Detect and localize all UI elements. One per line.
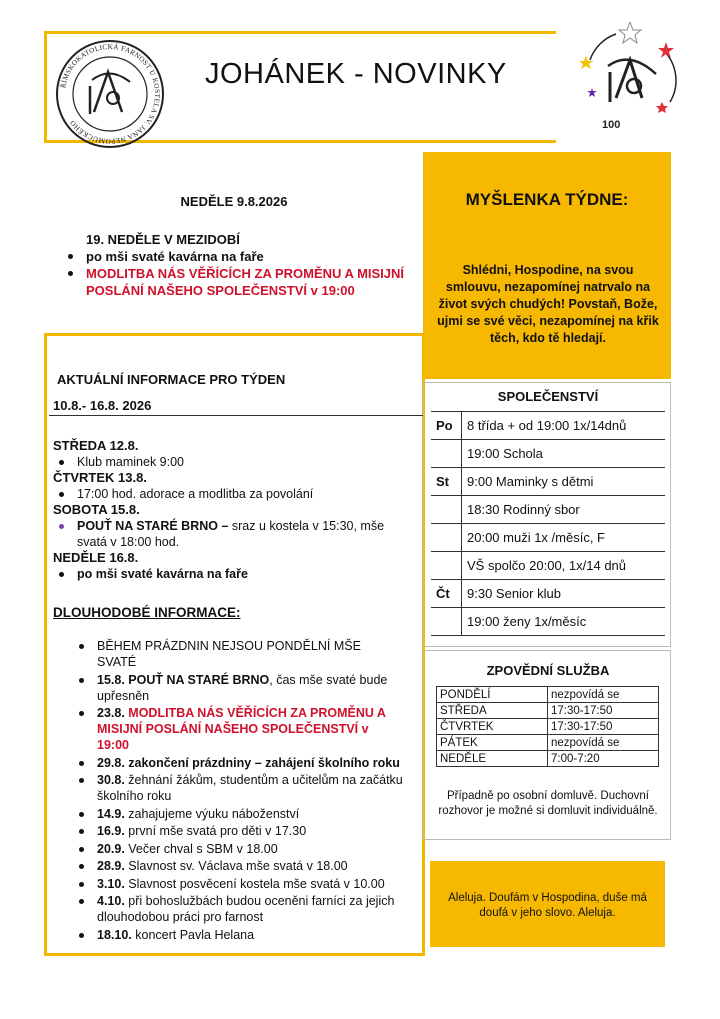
time-cell: nezpovídá se (548, 735, 659, 751)
table-row (431, 440, 665, 468)
table-row (431, 580, 665, 608)
day-items (53, 566, 413, 582)
time-cell: nezpovídá se (548, 687, 659, 703)
weekly-date-range: 10.8.- 16.8. 2026 (53, 398, 152, 413)
weekly-info-frame (44, 333, 425, 956)
table-row (431, 412, 665, 440)
sunday-date: NEDĚLE 9.8.2026 (180, 194, 288, 209)
table-row (431, 608, 665, 636)
list-item (53, 518, 413, 550)
activity-cell: VŠ spolčo 20:00, 1x/14 dnů (462, 552, 666, 580)
list-item: 3.10. Slavnost posvěcení kostela mše svatá v 10.00 (73, 876, 403, 892)
longterm-list (73, 638, 403, 944)
confession-title: ZPOVĚDNÍ SLUŽBA (486, 663, 610, 678)
day-items (53, 486, 413, 502)
day-cell: NEDĚLE (437, 751, 548, 767)
sunday-subtitle: 19. NEDĚLE V MEZIDOBÍ (86, 232, 240, 247)
activity-cell: 9:00 Maminky s dětmi (462, 468, 666, 496)
community-box (423, 382, 671, 647)
list-item: MODLITBA NÁS VĚŘÍCÍCH ZA PROMĚNU A MISIJNÍ POSLÁNÍ NAŠEHO SPOLEČENSTVÍ v 19:00 (62, 265, 407, 299)
aleluja-box (430, 861, 665, 947)
day-cell: Po (431, 412, 462, 440)
day-cell (431, 524, 462, 552)
day-title: STŘEDA 12.8. (53, 438, 139, 453)
thought-of-week-box (423, 152, 671, 379)
day-cell: PONDĚLÍ (437, 687, 548, 703)
day-cell: Čt (431, 580, 462, 608)
svg-text:ŘÍMSKOKATOLICKÁ FARNOST U KOST: ŘÍMSKOKATOLICKÁ FARNOST U KOSTELA SV. JANA NEPOMUCKÉHO (59, 42, 162, 146)
day-cell (431, 440, 462, 468)
day-cell: STŘEDA (437, 703, 548, 719)
table-row (437, 735, 659, 751)
weekly-heading: AKTUÁLNÍ INFORMACE PRO TÝDEN (57, 372, 286, 387)
day-title: ČTVRTEK 13.8. (53, 470, 147, 485)
list-item: 16.9. první mše svatá pro děti v 17.30 (73, 823, 403, 839)
table-row (431, 552, 665, 580)
table-row (437, 751, 659, 767)
list-item: 4.10. při bohoslužbách budou oceněni farníci za jejich dlouhodobou práci pro farnost (73, 893, 403, 925)
parish-seal-logo (54, 38, 166, 150)
time-cell: 7:00-7:20 (548, 751, 659, 767)
list-item: 17:00 hod. adorace a modlitba za povolání (53, 486, 413, 502)
day-items (53, 518, 413, 550)
day-cell: St (431, 468, 462, 496)
svg-text:100: 100 (602, 119, 621, 131)
list-item: 29.8. zakončení prázdniny – zahájení školního roku (73, 755, 403, 771)
list-item: po mši svaté kavárna na faře (62, 248, 407, 265)
parish-100-logo (578, 22, 688, 132)
community-table (431, 411, 665, 636)
list-item: 23.8. MODLITBA NÁS VĚŘÍCÍCH ZA PROMĚNU A MISIJNÍ POSLÁNÍ NAŠEHO SPOLEČENSTVÍ v 19:00 (73, 705, 403, 753)
day-title: NEDĚLE 16.8. (53, 550, 139, 565)
activity-cell: 9:30 Senior klub (462, 580, 666, 608)
table-row (431, 468, 665, 496)
sunday-section (44, 150, 424, 333)
sunday-list (62, 248, 407, 299)
confession-note: Případně po osobní domluvě. Duchovní rozhovor je možné si domluvit individuálně. (438, 790, 658, 817)
pilgrimage-text: sraz u kostela v 15:30, mše svatá v 18:00 hod. (77, 519, 385, 549)
table-row (437, 703, 659, 719)
table-row (431, 524, 665, 552)
list-item: po mši svaté kavárna na faře (53, 566, 413, 582)
time-cell: 17:30-17:50 (548, 719, 659, 735)
day-title: SOBOTA 15.8. (53, 502, 140, 517)
day-cell: PÁTEK (437, 735, 548, 751)
activity-cell: 18:30 Rodinný sbor (462, 496, 666, 524)
longterm-heading: DLOUHODOBÉ INFORMACE: (53, 605, 241, 620)
aleluja-text: Aleluja. Doufám v Hospodina, duše má doufá v jeho slovo. Aleluja. (448, 892, 647, 919)
thought-text: Shlédni, Hospodine, na svou smlouvu, nezapomínej natrvalo na život svých chudých! Povstaň, Bože, ujmi se své věci, nezapomínej na křik těch, kdo tě hledají. (437, 263, 659, 345)
table-row (437, 719, 659, 735)
activity-cell: 19:00 ženy 1x/měsíc (462, 608, 666, 636)
list-item: 14.9. zahajujeme výuku náboženství (73, 806, 403, 822)
table-row (437, 687, 659, 703)
day-items (53, 454, 413, 470)
pilgrimage-label: POUŤ NA STARÉ BRNO – (77, 519, 229, 533)
list-item: 30.8. žehnání žákům, studentům a učitelům na začátku školního roku (73, 772, 403, 804)
day-cell: ČTVRTEK (437, 719, 548, 735)
list-item: 18.10. koncert Pavla Helana (73, 927, 403, 943)
list-item: 15.8. POUŤ NA STARÉ BRNO, čas mše svaté bude upřesněn (73, 672, 403, 704)
day-cell (431, 552, 462, 580)
page-title: JOHÁNEK - NOVINKY (205, 58, 507, 90)
time-cell: 17:30-17:50 (548, 703, 659, 719)
thought-title: MYŠLENKA TÝDNE: (465, 190, 629, 209)
activity-cell: 19:00 Schola (462, 440, 666, 468)
list-item: BĚHEM PRÁZDNIN NEJSOU PONDĚLNÍ MŠE SVATÉ (73, 638, 403, 670)
activity-cell: 8 třída + od 19:00 1x/14dnů (462, 412, 666, 440)
weekly-days (53, 438, 413, 582)
divider (49, 415, 423, 416)
activity-cell: 20:00 muži 1x /měsíc, F (462, 524, 666, 552)
confession-box (423, 650, 671, 840)
list-item: Klub maminek 9:00 (53, 454, 413, 470)
list-item: 28.9. Slavnost sv. Václava mše svatá v 18.00 (73, 858, 403, 874)
table-row (431, 496, 665, 524)
confession-table (436, 686, 659, 767)
day-cell (431, 496, 462, 524)
community-title: SPOLEČENSTVÍ (497, 389, 599, 404)
list-item: 20.9. Večer chval s SBM v 18.00 (73, 841, 403, 857)
day-cell (431, 608, 462, 636)
